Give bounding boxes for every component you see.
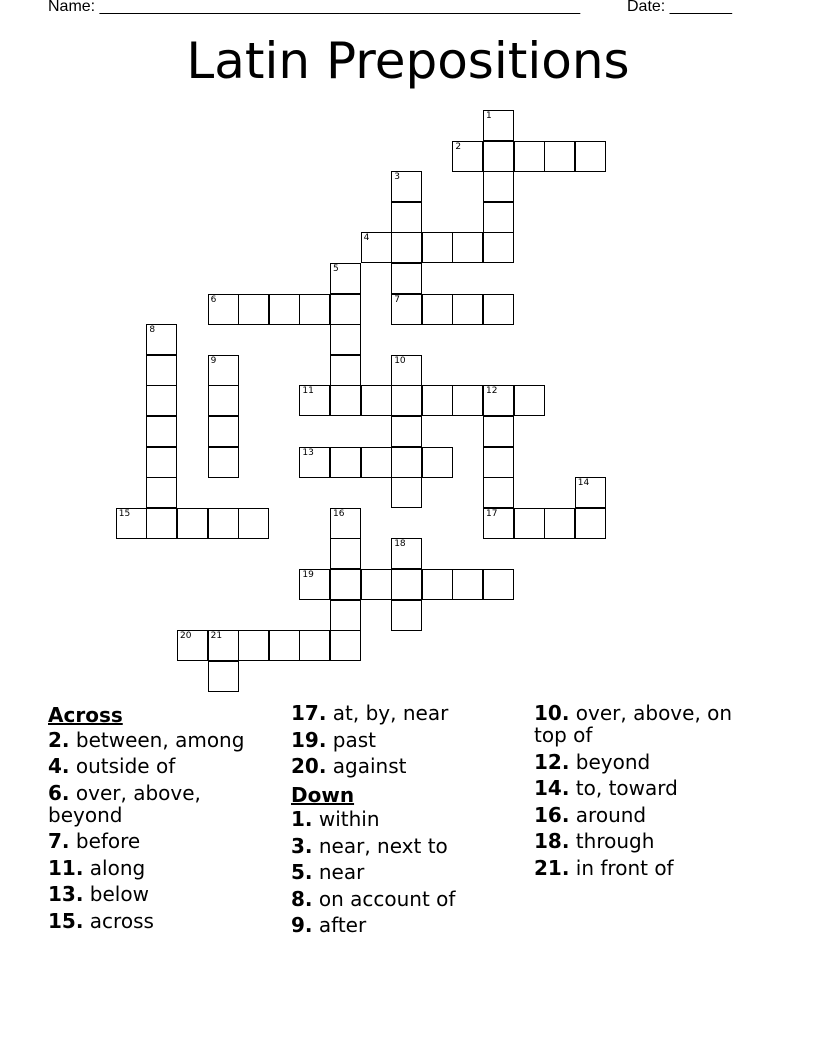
grid-cell[interactable] bbox=[299, 294, 330, 325]
clue-number: 21. bbox=[534, 855, 570, 880]
clue-number-label: 18 bbox=[394, 539, 406, 550]
grid-cell[interactable] bbox=[238, 508, 269, 539]
clue-text: outside of bbox=[75, 754, 176, 778]
clue-text: over, above, beyond bbox=[48, 780, 201, 827]
clue-down-18 bbox=[534, 830, 759, 852]
grid-cell[interactable] bbox=[483, 294, 514, 325]
grid-cell[interactable] bbox=[391, 202, 422, 233]
grid-cell[interactable] bbox=[483, 447, 514, 478]
grid-cell[interactable] bbox=[330, 538, 361, 569]
clue-text: near bbox=[318, 860, 365, 884]
grid-cell[interactable] bbox=[208, 385, 239, 416]
grid-cell[interactable] bbox=[208, 661, 239, 692]
clue-down-12 bbox=[534, 751, 759, 773]
clue-across-13 bbox=[48, 883, 278, 905]
grid-cell[interactable] bbox=[422, 294, 453, 325]
grid-cell[interactable] bbox=[361, 569, 392, 600]
clue-across-15 bbox=[48, 910, 278, 932]
clue-text: past bbox=[332, 727, 377, 752]
clue-number: 8. bbox=[291, 886, 313, 911]
grid-cell[interactable] bbox=[146, 477, 177, 508]
grid-cell[interactable] bbox=[208, 630, 239, 661]
grid-cell[interactable] bbox=[544, 508, 575, 539]
across-heading: Across bbox=[48, 703, 123, 727]
grid-cell[interactable] bbox=[483, 171, 514, 202]
grid-cell[interactable] bbox=[269, 630, 300, 661]
clue-across-6 bbox=[48, 782, 278, 826]
clue-number-label: 11 bbox=[302, 386, 314, 397]
grid-cell[interactable] bbox=[146, 324, 177, 355]
clue-number-label: 2 bbox=[455, 141, 462, 152]
down-heading: Down bbox=[291, 782, 355, 807]
clue-text: in front of bbox=[575, 855, 674, 880]
grid-cell[interactable] bbox=[177, 630, 208, 661]
grid-cell[interactable] bbox=[391, 538, 422, 569]
clue-text: after bbox=[318, 913, 367, 937]
grid-cell[interactable] bbox=[422, 569, 453, 600]
clue-number-label: 13 bbox=[302, 447, 314, 458]
grid-cell[interactable] bbox=[330, 385, 361, 416]
grid-cell[interactable] bbox=[208, 447, 239, 478]
clue-number: 17. bbox=[291, 701, 327, 725]
grid-cell[interactable] bbox=[452, 141, 483, 172]
clue-text: near, next to bbox=[318, 833, 448, 858]
grid-cell[interactable] bbox=[391, 385, 422, 416]
grid-cell[interactable] bbox=[483, 232, 514, 263]
grid-cell[interactable] bbox=[483, 110, 514, 141]
grid-cell[interactable] bbox=[422, 447, 453, 478]
grid-cell[interactable] bbox=[575, 508, 606, 539]
grid-cell[interactable] bbox=[391, 569, 422, 600]
name-field-label: Name: ______________________________________________________ bbox=[48, 0, 581, 15]
grid-cell[interactable] bbox=[330, 508, 361, 539]
clue-across-11 bbox=[48, 857, 278, 879]
clue-across-4 bbox=[48, 755, 278, 777]
clues-column-3 bbox=[534, 702, 759, 883]
grid-cell[interactable] bbox=[391, 263, 422, 294]
grid-cell[interactable] bbox=[299, 447, 330, 478]
clue-down-3 bbox=[291, 835, 521, 857]
grid-cell[interactable] bbox=[483, 141, 514, 172]
clue-down-16 bbox=[534, 804, 759, 826]
clue-down-21 bbox=[534, 857, 759, 879]
clue-number: 12. bbox=[534, 749, 570, 774]
grid-cell[interactable] bbox=[177, 508, 208, 539]
grid-cell[interactable] bbox=[269, 294, 300, 325]
clue-number: 4. bbox=[48, 754, 70, 778]
grid-cell[interactable] bbox=[483, 477, 514, 508]
clue-number-label: 21 bbox=[210, 631, 223, 642]
grid-cell[interactable] bbox=[483, 508, 514, 539]
grid-cell[interactable] bbox=[208, 508, 239, 539]
grid-cell[interactable] bbox=[116, 508, 147, 539]
clue-across-19 bbox=[291, 729, 521, 751]
clue-number-label: 19 bbox=[302, 570, 314, 580]
clue-number: 10. bbox=[534, 701, 570, 725]
clue-number-label: 3 bbox=[394, 172, 400, 183]
grid-cell[interactable] bbox=[238, 630, 269, 661]
clue-text: over, above, on top of bbox=[534, 701, 733, 747]
clue-number-label: 7 bbox=[394, 294, 400, 305]
clue-across-7 bbox=[48, 830, 278, 852]
grid-cell[interactable] bbox=[361, 385, 392, 416]
grid-cell[interactable] bbox=[391, 600, 422, 631]
clue-text: around bbox=[575, 802, 647, 827]
clue-number-label: 20 bbox=[180, 631, 192, 642]
clue-number: 6. bbox=[48, 780, 70, 805]
grid-cell[interactable] bbox=[208, 416, 239, 447]
grid-cell[interactable] bbox=[483, 385, 514, 416]
grid-cell[interactable] bbox=[146, 508, 177, 539]
grid-cell[interactable] bbox=[514, 385, 545, 416]
grid-cell[interactable] bbox=[544, 141, 575, 172]
grid-cell[interactable] bbox=[299, 569, 330, 600]
clue-number-label: 15 bbox=[118, 508, 131, 519]
grid-cell[interactable] bbox=[146, 385, 177, 416]
grid-cell[interactable] bbox=[391, 355, 422, 386]
clues-column-1 bbox=[48, 702, 278, 936]
grid-cell[interactable] bbox=[238, 294, 269, 325]
grid-cell[interactable] bbox=[208, 294, 239, 325]
clue-number-label: 1 bbox=[486, 111, 492, 121]
clue-number: 3. bbox=[291, 833, 313, 858]
clue-down-14 bbox=[534, 777, 759, 799]
clue-number-label: 17 bbox=[486, 508, 498, 519]
grid-cell[interactable] bbox=[575, 477, 606, 508]
grid-cell[interactable] bbox=[146, 447, 177, 478]
clue-number-label: 9 bbox=[210, 355, 217, 366]
grid-cell[interactable] bbox=[391, 294, 422, 325]
clue-number-label: 12 bbox=[486, 386, 498, 397]
clue-number: 16. bbox=[534, 802, 570, 827]
grid-cell[interactable] bbox=[422, 385, 453, 416]
clue-number: 11. bbox=[48, 855, 84, 880]
clue-number: 20. bbox=[291, 754, 327, 778]
clue-text: on account of bbox=[318, 886, 456, 911]
clue-down-8 bbox=[291, 888, 521, 910]
grid-cell[interactable] bbox=[330, 447, 361, 478]
clue-number-label: 4 bbox=[363, 233, 370, 244]
clue-number-label: 14 bbox=[577, 478, 590, 489]
clue-number: 15. bbox=[48, 908, 84, 933]
clue-number: 2. bbox=[48, 727, 70, 752]
date-field-label: Date: _______ bbox=[627, 0, 732, 15]
grid-cell[interactable] bbox=[452, 294, 483, 325]
clue-text: at, by, near bbox=[332, 701, 449, 725]
grid-cell[interactable] bbox=[391, 447, 422, 478]
clue-down-1 bbox=[291, 808, 521, 830]
clue-text: along bbox=[89, 855, 146, 880]
clue-text: beyond bbox=[575, 749, 651, 774]
clue-text: before bbox=[75, 829, 141, 853]
clue-across-17 bbox=[291, 702, 521, 724]
clue-number-label: 6 bbox=[210, 294, 217, 305]
grid-cell[interactable] bbox=[452, 569, 483, 600]
clue-number: 14. bbox=[534, 776, 570, 800]
clue-number: 5. bbox=[291, 860, 313, 884]
clue-number: 18. bbox=[534, 829, 570, 853]
clue-text: across bbox=[89, 908, 154, 933]
grid-cell[interactable] bbox=[452, 385, 483, 416]
page-title: Latin Prepositions bbox=[186, 32, 630, 90]
grid-cell[interactable] bbox=[361, 232, 392, 263]
grid-cell[interactable] bbox=[391, 171, 422, 202]
clue-number: 7. bbox=[48, 829, 70, 853]
grid-cell[interactable] bbox=[391, 477, 422, 508]
grid-cell[interactable] bbox=[330, 569, 361, 600]
clue-text: through bbox=[575, 829, 655, 853]
clue-down-10 bbox=[534, 702, 759, 746]
clue-text: to, toward bbox=[575, 776, 678, 800]
clue-across-2 bbox=[48, 729, 278, 751]
grid-cell[interactable] bbox=[330, 324, 361, 355]
clue-text: between, among bbox=[75, 727, 245, 752]
clue-down-5 bbox=[291, 861, 521, 883]
grid-cell[interactable] bbox=[391, 232, 422, 263]
clues-column-2 bbox=[291, 702, 521, 941]
grid-cell[interactable] bbox=[483, 202, 514, 233]
grid-cell[interactable] bbox=[330, 294, 361, 325]
grid-cell[interactable] bbox=[514, 508, 545, 539]
grid-cell[interactable] bbox=[146, 355, 177, 386]
grid-cell[interactable] bbox=[361, 447, 392, 478]
grid-cell[interactable] bbox=[391, 416, 422, 447]
clue-text: within bbox=[318, 807, 380, 831]
grid-cell[interactable] bbox=[483, 569, 514, 600]
clue-text: against bbox=[332, 754, 407, 778]
grid-cell[interactable] bbox=[483, 416, 514, 447]
clue-down-9 bbox=[291, 914, 521, 936]
grid-cell[interactable] bbox=[422, 232, 453, 263]
clue-number: 1. bbox=[291, 807, 313, 831]
clue-number-label: 10 bbox=[394, 355, 406, 366]
grid-cell[interactable] bbox=[452, 232, 483, 263]
clue-number: 9. bbox=[291, 913, 313, 937]
clue-number: 13. bbox=[48, 882, 84, 906]
grid-cell[interactable] bbox=[330, 600, 361, 631]
grid-cell[interactable] bbox=[514, 141, 545, 172]
clue-number-label: 5 bbox=[333, 264, 339, 274]
grid-cell[interactable] bbox=[575, 141, 606, 172]
clue-number-label: 8 bbox=[149, 325, 156, 336]
grid-cell[interactable] bbox=[146, 416, 177, 447]
clue-across-20 bbox=[291, 755, 521, 777]
clue-text: below bbox=[89, 882, 149, 906]
grid-cell[interactable] bbox=[330, 630, 361, 661]
clue-number: 19. bbox=[291, 727, 327, 752]
grid-cell[interactable] bbox=[208, 355, 239, 386]
grid-cell[interactable] bbox=[330, 355, 361, 386]
clue-number-label: 16 bbox=[333, 508, 345, 519]
grid-cell[interactable] bbox=[299, 630, 330, 661]
grid-cell[interactable] bbox=[299, 385, 330, 416]
grid-cell[interactable] bbox=[330, 263, 361, 294]
